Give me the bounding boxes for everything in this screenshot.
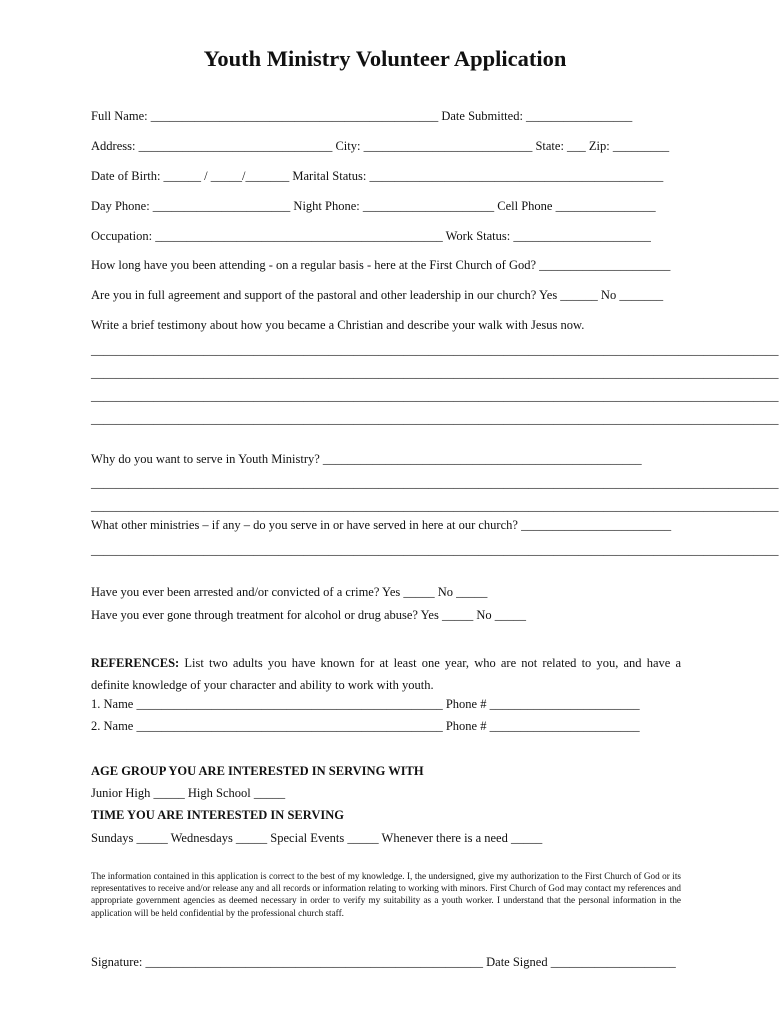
reference-1-field[interactable]: 1. Name _________________________________________________ Phone # ________________________ <box>91 697 640 711</box>
occupation-field[interactable]: Occupation: ______________________________________________ Work Status: ______________________ <box>91 229 651 243</box>
age-group-heading: AGE GROUP YOU ARE INTERESTED IN SERVING WITH <box>91 764 424 778</box>
references-instructions: List two adults you have known for at least one year, who are not related to you, and have a definite knowledge of your character and ability to work with youth. <box>91 656 681 692</box>
age-group-options[interactable]: Junior High _____ High School _____ <box>91 786 286 800</box>
reference-2-field[interactable]: 2. Name _________________________________________________ Phone # ________________________ <box>91 719 640 733</box>
why-serve-field[interactable]: Why do you want to serve in Youth Ministry? ___________________________________________________ <box>91 452 642 466</box>
why-serve-answer-line[interactable]: ______________________________________________________________________________________________________________ <box>91 499 779 513</box>
leadership-agreement-field[interactable]: Are you in full agreement and support of the pastoral and other leadership in our church? Yes ______ No _______ <box>91 288 664 302</box>
arrest-question[interactable]: Have you ever been arrested and/or convicted of a crime? Yes _____ No _____ <box>91 585 488 599</box>
references-paragraph <box>91 652 681 696</box>
signature-field[interactable]: Signature: ______________________________________________________ Date Signed ____________________ <box>91 955 676 969</box>
testimony-answer-line[interactable]: ______________________________________________________________________________________________________________ <box>91 412 779 426</box>
other-ministries-answer-line[interactable]: ______________________________________________________________________________________________________________ <box>91 543 779 557</box>
phone-fields[interactable]: Day Phone: ______________________ Night Phone: _____________________ Cell Phone ________________ <box>91 199 656 213</box>
time-options[interactable]: Sundays _____ Wednesdays _____ Special Events _____ Whenever there is a need _____ <box>91 831 543 845</box>
testimony-answer-line[interactable]: ______________________________________________________________________________________________________________ <box>91 343 779 357</box>
testimony-answer-line[interactable]: ______________________________________________________________________________________________________________ <box>91 389 779 403</box>
authorization-disclaimer: The information contained in this application is correct to the best of my knowledge. I, the undersigned, give my authorization to the First Church of God or its representatives to receive and/or release any and all records or information relating to working with minors. First Church of God may contact my references and appropriate government agencies as deemed necessary in order to verify my suitability as a youth worker. I understand that the personal information in the application will be held confidential by the professional church staff. <box>91 871 681 918</box>
attending-duration-field[interactable]: How long have you been attending - on a regular basis - here at the First Church of God? _____________________ <box>91 258 671 272</box>
why-serve-answer-line[interactable]: ______________________________________________________________________________________________________________ <box>91 476 779 490</box>
treatment-question[interactable]: Have you ever gone through treatment for alcohol or drug abuse? Yes _____ No _____ <box>91 608 526 622</box>
form-title: Youth Ministry Volunteer Application <box>203 46 567 71</box>
address-field[interactable]: Address: _______________________________ City: ___________________________ State: ___ Zip: _________ <box>91 139 670 153</box>
testimony-prompt: Write a brief testimony about how you became a Christian and describe your walk with Jesus now. <box>91 318 585 332</box>
references-heading: REFERENCES: <box>91 656 180 670</box>
testimony-answer-line[interactable]: ______________________________________________________________________________________________________________ <box>91 366 779 380</box>
full-name-field[interactable]: Full Name: ______________________________________________ Date Submitted: _________________ <box>91 109 633 123</box>
time-heading: TIME YOU ARE INTERESTED IN SERVING <box>91 808 344 822</box>
other-ministries-field[interactable]: What other ministries – if any – do you serve in or have served in here at our church? ________________________ <box>91 518 672 532</box>
date-of-birth-field[interactable]: Date of Birth: ______ / _____/_______ Marital Status: _______________________________________________ <box>91 169 664 183</box>
